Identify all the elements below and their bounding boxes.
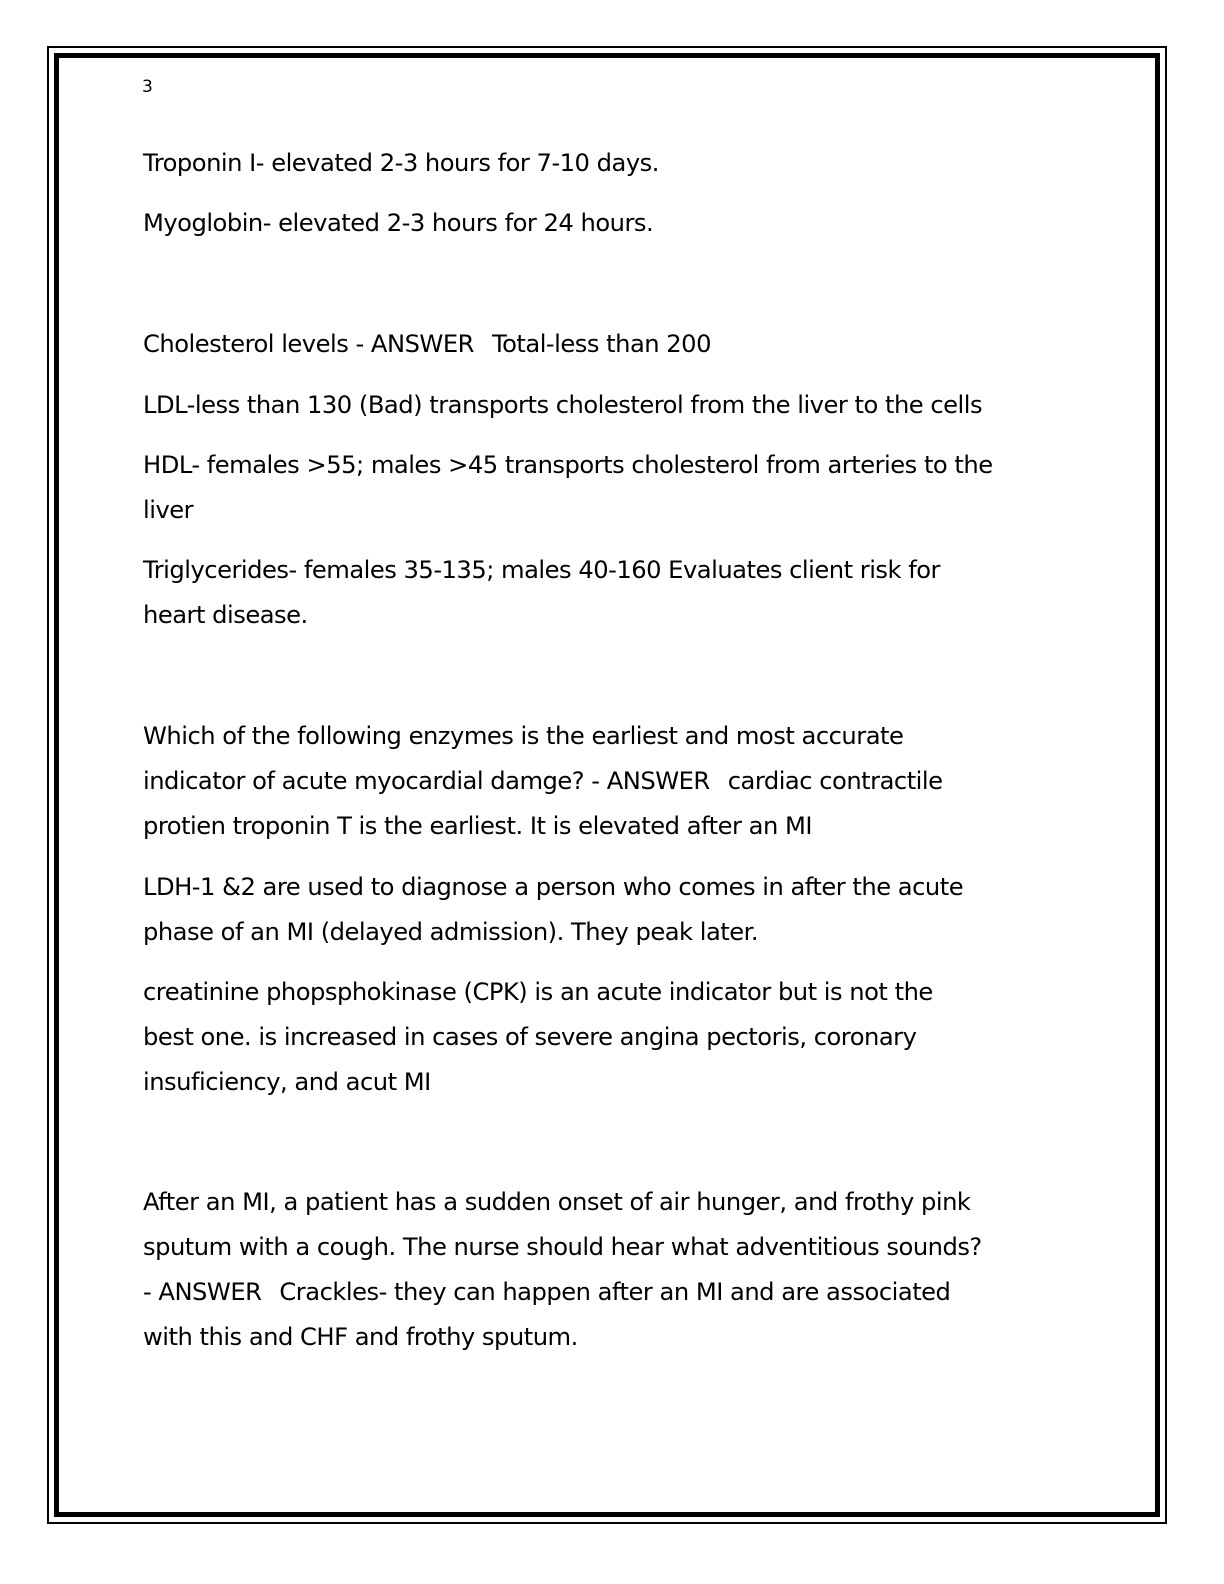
hdl-paragraph bbox=[143, 443, 1073, 533]
ldh-paragraph bbox=[143, 865, 1073, 955]
cholesterol-question-text: Cholesterol levels - ANSWER bbox=[143, 330, 474, 358]
ldl-text: LDL-less than 130 (Bad) transports cholesterol from the liver to the cells bbox=[143, 391, 983, 419]
cholesterol-question bbox=[143, 322, 1073, 367]
ldl-line bbox=[143, 383, 1073, 428]
crackles-line-3-answer: Crackles- they can happen after an MI and are associated bbox=[279, 1278, 951, 1306]
myoglobin-text: Myoglobin- elevated 2-3 hours for 24 hours. bbox=[143, 209, 654, 237]
cpk-line-2: best one. is increased in cases of severe angina pectoris, coronary bbox=[143, 1023, 917, 1051]
hdl-line-1: HDL- females >55; males >45 transports cholesterol from arteries to the bbox=[143, 451, 993, 479]
ldh-line-1: LDH-1 &2 are used to diagnose a person who comes in after the acute bbox=[143, 873, 964, 901]
page-number: 3 bbox=[142, 77, 153, 97]
enzymes-line-2-question: indicator of acute myocardial damge? - ANSWER bbox=[143, 767, 710, 795]
enzymes-line-3: protien troponin T is the earliest. It is elevated after an MI bbox=[143, 812, 812, 840]
troponin-text: Troponin I- elevated 2-3 hours for 7-10 days. bbox=[143, 149, 659, 177]
triglycerides-line-2: heart disease. bbox=[143, 601, 308, 629]
enzymes-line-2-answer: cardiac contractile bbox=[727, 767, 943, 795]
crackles-line-3-question: - ANSWER bbox=[143, 1278, 262, 1306]
triglycerides-line-1: Triglycerides- females 35-135; males 40-160 Evaluates client risk for bbox=[143, 556, 940, 584]
crackles-line-1: After an MI, a patient has a sudden onset of air hunger, and frothy pink bbox=[143, 1188, 971, 1216]
crackles-line-2: sputum with a cough. The nurse should hear what adventitious sounds? bbox=[143, 1233, 982, 1261]
enzymes-question-paragraph bbox=[143, 714, 1073, 849]
troponin-line bbox=[143, 141, 1073, 186]
cpk-paragraph bbox=[143, 970, 1073, 1105]
crackles-question-paragraph bbox=[143, 1180, 1073, 1360]
triglycerides-paragraph bbox=[143, 548, 1073, 638]
enzymes-line-1: Which of the following enzymes is the earliest and most accurate bbox=[143, 722, 904, 750]
ldh-line-2: phase of an MI (delayed admission). They peak later. bbox=[143, 918, 759, 946]
hdl-line-2: liver bbox=[143, 496, 194, 524]
cpk-line-1: creatinine phopsphokinase (CPK) is an acute indicator but is not the bbox=[143, 978, 933, 1006]
cpk-line-3: insuficiency, and acut MI bbox=[143, 1068, 431, 1096]
crackles-line-4: with this and CHF and frothy sputum. bbox=[143, 1323, 578, 1351]
myoglobin-line bbox=[143, 201, 1073, 246]
cholesterol-answer-text: Total-less than 200 bbox=[491, 330, 711, 358]
